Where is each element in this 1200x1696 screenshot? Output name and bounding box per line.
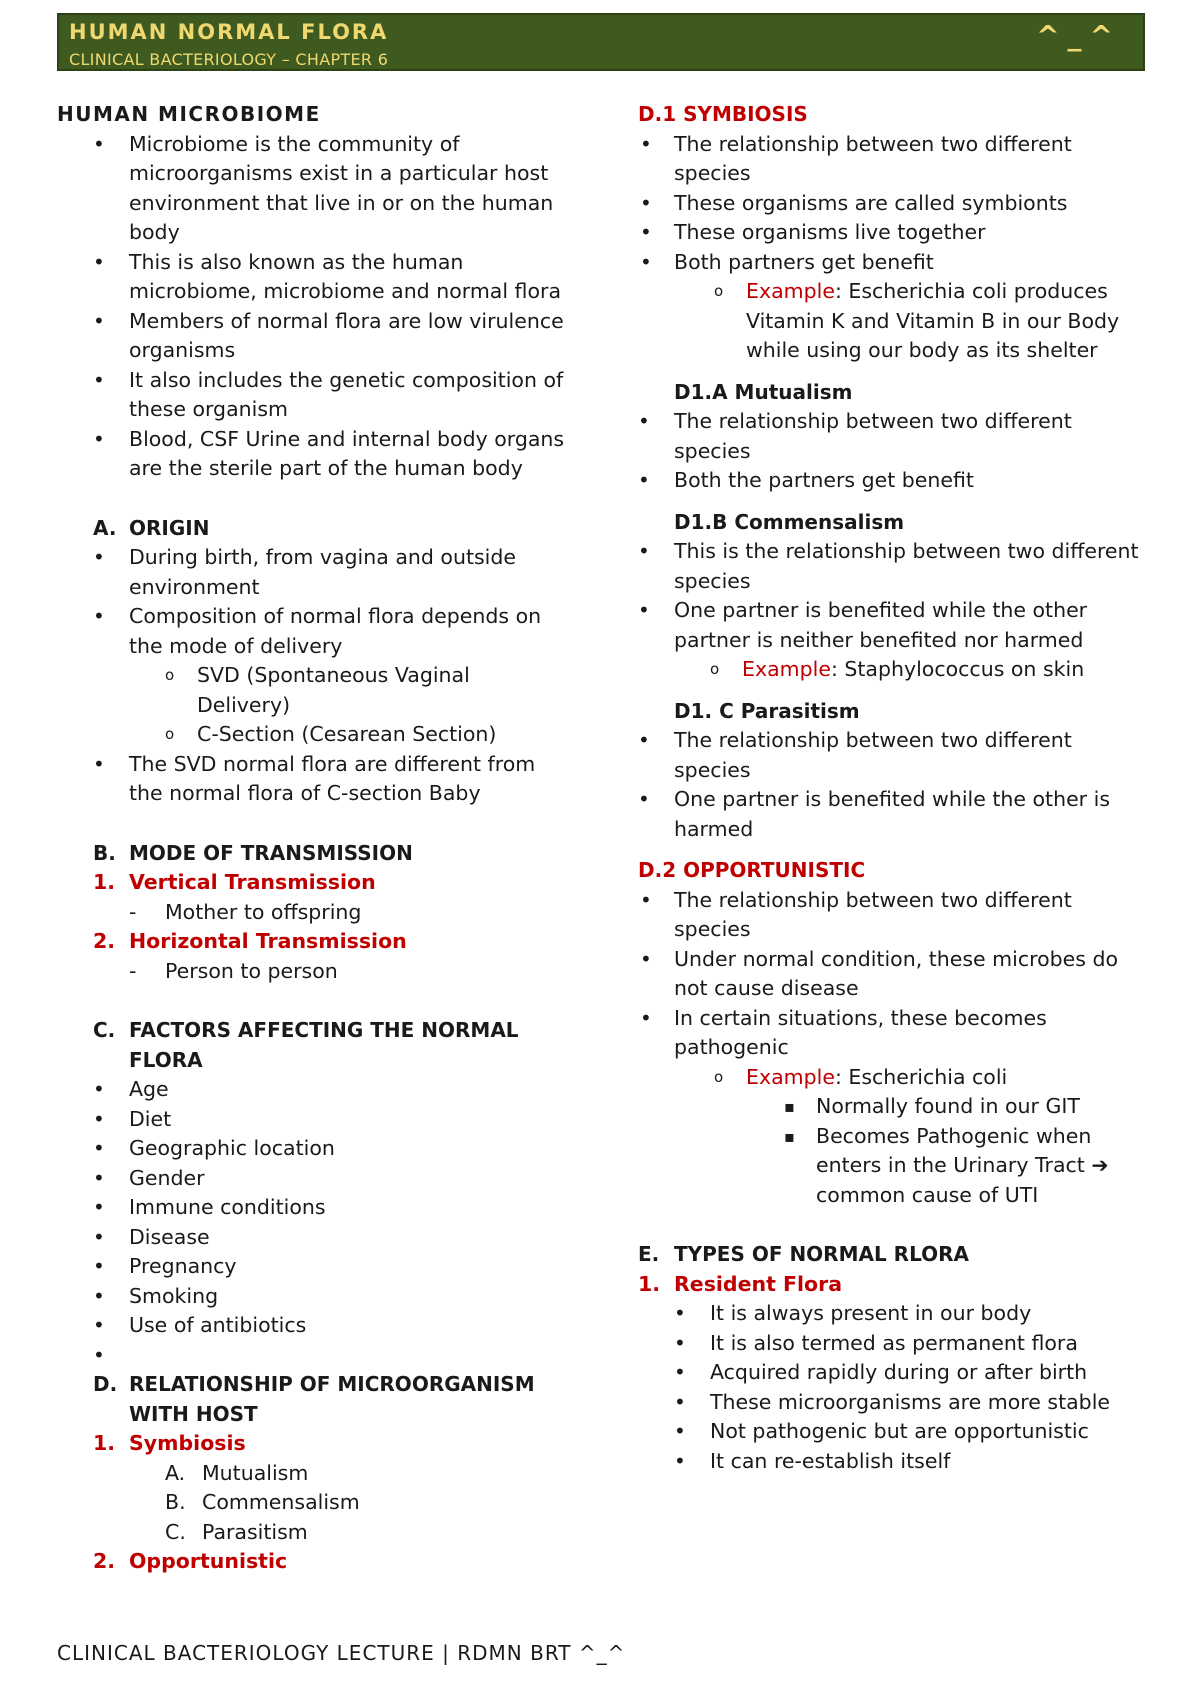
list-item: • Use of antibiotics	[57, 1311, 567, 1341]
list-item: • Disease	[57, 1223, 567, 1253]
sub-sub-item: ▪ Normally found in our GIT	[816, 1092, 1150, 1122]
page-title: HUMAN NORMAL FLORA	[69, 20, 389, 44]
opportunistic-heading: 2. Opportunistic	[93, 1549, 288, 1573]
opportunistic-list	[638, 886, 1150, 1211]
list-item: • It also includes the genetic composition of these organism	[57, 366, 567, 425]
example-item: o Example: Escherichia coli produces Vitamin K and Vitamin B in our Body while using our body as its shelter	[746, 277, 1150, 366]
commensalism-item: B. Commensalism	[165, 1490, 360, 1514]
vertical-transmission-heading: 1. Vertical Transmission	[93, 870, 376, 894]
mutualism-item: A. Mutualism	[165, 1460, 309, 1485]
section-heading-transmission: B. MODE OF TRANSMISSION	[93, 840, 413, 865]
subheading-commensalism: D1.B Commensalism	[674, 509, 905, 534]
list-item: • Microbiome is the community of microorganisms exist in a particular host environment that live in or on the human body	[57, 130, 567, 248]
list-item: • In certain situations, these becomes pathogenic o Example: Escherichia coli ▪ Normally found in our GIT ▪ Becomes Pathogenic when enters in the Urinary Tract ➔ common cause of UTI	[638, 1004, 1150, 1211]
list-item: • Both the partners get benefit	[602, 466, 1150, 496]
example-item: o Example: Escherichia coli ▪ Normally found in our GIT ▪ Becomes Pathogenic when enters in the Urinary Tract ➔ common cause of UTI	[746, 1063, 1150, 1211]
list-item: • Composition of normal flora depends on the mode of delivery o SVD (Spontaneous Vaginal Delivery) o C-Section (Cesarean Section)	[57, 602, 567, 750]
section-heading-origin: A. ORIGIN	[93, 515, 210, 540]
commensalism-list	[602, 537, 1150, 685]
parasitism-item: C. Parasitism	[165, 1519, 308, 1544]
list-item: • The relationship between two different species	[638, 886, 1150, 945]
list-item: • Geographic location	[57, 1134, 567, 1164]
section-heading-microbiome: HUMAN MICROBIOME	[57, 102, 321, 126]
list-item: • During birth, from vagina and outside environment	[57, 543, 567, 602]
microbiome-list	[57, 130, 567, 484]
list-item: • Acquired rapidly during or after birth	[638, 1358, 1150, 1388]
list-item: • Age	[57, 1075, 567, 1105]
right-column	[638, 100, 1150, 1476]
section-heading-d2-opportunistic: D.2 OPPORTUNISTIC	[638, 858, 866, 882]
list-item: • One partner is benefited while the other partner is neither benefited nor harmed o Example: Staphylococcus on skin	[602, 596, 1150, 685]
symbiosis-heading: 1. Symbiosis	[93, 1431, 246, 1455]
left-column	[57, 100, 567, 1577]
list-item: • Smoking	[57, 1282, 567, 1312]
delivery-sublist	[129, 661, 567, 750]
horizontal-transmission-heading: 2. Horizontal Transmission	[93, 929, 407, 953]
list-item: • These microorganisms are more stable	[638, 1388, 1150, 1418]
page-footer: CLINICAL BACTERIOLOGY LECTURE | RDMN BRT ^_^	[57, 1641, 626, 1665]
list-item: • It is also termed as permanent flora	[638, 1329, 1150, 1359]
resident-flora-list	[638, 1299, 1150, 1476]
list-item: • It is always present in our body	[638, 1299, 1150, 1329]
example-item: o Example: Staphylococcus on skin	[742, 655, 1150, 685]
emoticon: ^_^	[1036, 19, 1121, 52]
subheading-parasitism: D1. C Parasitism	[674, 698, 860, 723]
horizontal-transmission-desc: - Person to person	[129, 958, 338, 983]
subheading-mutualism: D1.A Mutualism	[674, 379, 853, 404]
section-heading-d1-symbiosis: D.1 SYMBIOSIS	[638, 102, 808, 126]
sub-list-item: o SVD (Spontaneous Vaginal Delivery)	[197, 661, 567, 720]
sub-sub-item: ▪ Becomes Pathogenic when enters in the Urinary Tract ➔ common cause of UTI	[816, 1122, 1150, 1211]
list-item: • Pregnancy	[57, 1252, 567, 1282]
factors-list	[57, 1075, 567, 1370]
list-item: • The SVD normal flora are different from the normal flora of C-section Baby	[57, 750, 567, 809]
header-banner	[57, 13, 1145, 71]
symbiosis-list	[638, 130, 1150, 366]
list-item: • Diet	[57, 1105, 567, 1135]
vertical-transmission-desc: - Mother to offspring	[129, 899, 362, 924]
list-item: • One partner is benefited while the other is harmed	[602, 785, 1150, 844]
list-item: • These organisms live together	[638, 218, 1150, 248]
sub-list-item: o C-Section (Cesarean Section)	[197, 720, 567, 750]
parasitism-list	[602, 726, 1150, 844]
list-item: • Immune conditions	[57, 1193, 567, 1223]
list-item: • The relationship between two different species	[638, 130, 1150, 189]
page-subtitle: CLINICAL BACTERIOLOGY – CHAPTER 6	[69, 50, 389, 69]
list-item: • It can re-establish itself	[638, 1447, 1150, 1477]
list-item: • This is the relationship between two different species	[602, 537, 1150, 596]
list-item: • Blood, CSF Urine and internal body organs are the sterile part of the human body	[57, 425, 567, 484]
list-item: • The relationship between two different species	[602, 407, 1150, 466]
origin-list	[57, 543, 567, 809]
list-item: • Gender	[57, 1164, 567, 1194]
resident-flora-heading: 1. Resident Flora	[638, 1271, 843, 1296]
mutualism-list	[602, 407, 1150, 496]
list-item: • These organisms are called symbionts	[638, 189, 1150, 219]
list-item: • The relationship between two different species	[602, 726, 1150, 785]
list-item: • Members of normal flora are low virulence organisms	[57, 307, 567, 366]
section-heading-factors: C. FACTORS AFFECTING THE NORMAL FLORA	[93, 1018, 519, 1072]
list-item: • This is also known as the human microbiome, microbiome and normal flora	[57, 248, 567, 307]
list-item: • Not pathogenic but are opportunistic	[638, 1417, 1150, 1447]
section-heading-relationship: D. RELATIONSHIP OF MICROORGANISM WITH HOST	[93, 1372, 535, 1426]
list-item: • Both partners get benefit o Example: Escherichia coli produces Vitamin K and Vitamin B in our Body while using our body as its shelter	[638, 248, 1150, 366]
list-item: • Under normal condition, these microbes do not cause disease	[638, 945, 1150, 1004]
section-heading-types: E. TYPES OF NORMAL RLORA	[638, 1242, 969, 1266]
empty-list-item	[57, 1341, 567, 1371]
